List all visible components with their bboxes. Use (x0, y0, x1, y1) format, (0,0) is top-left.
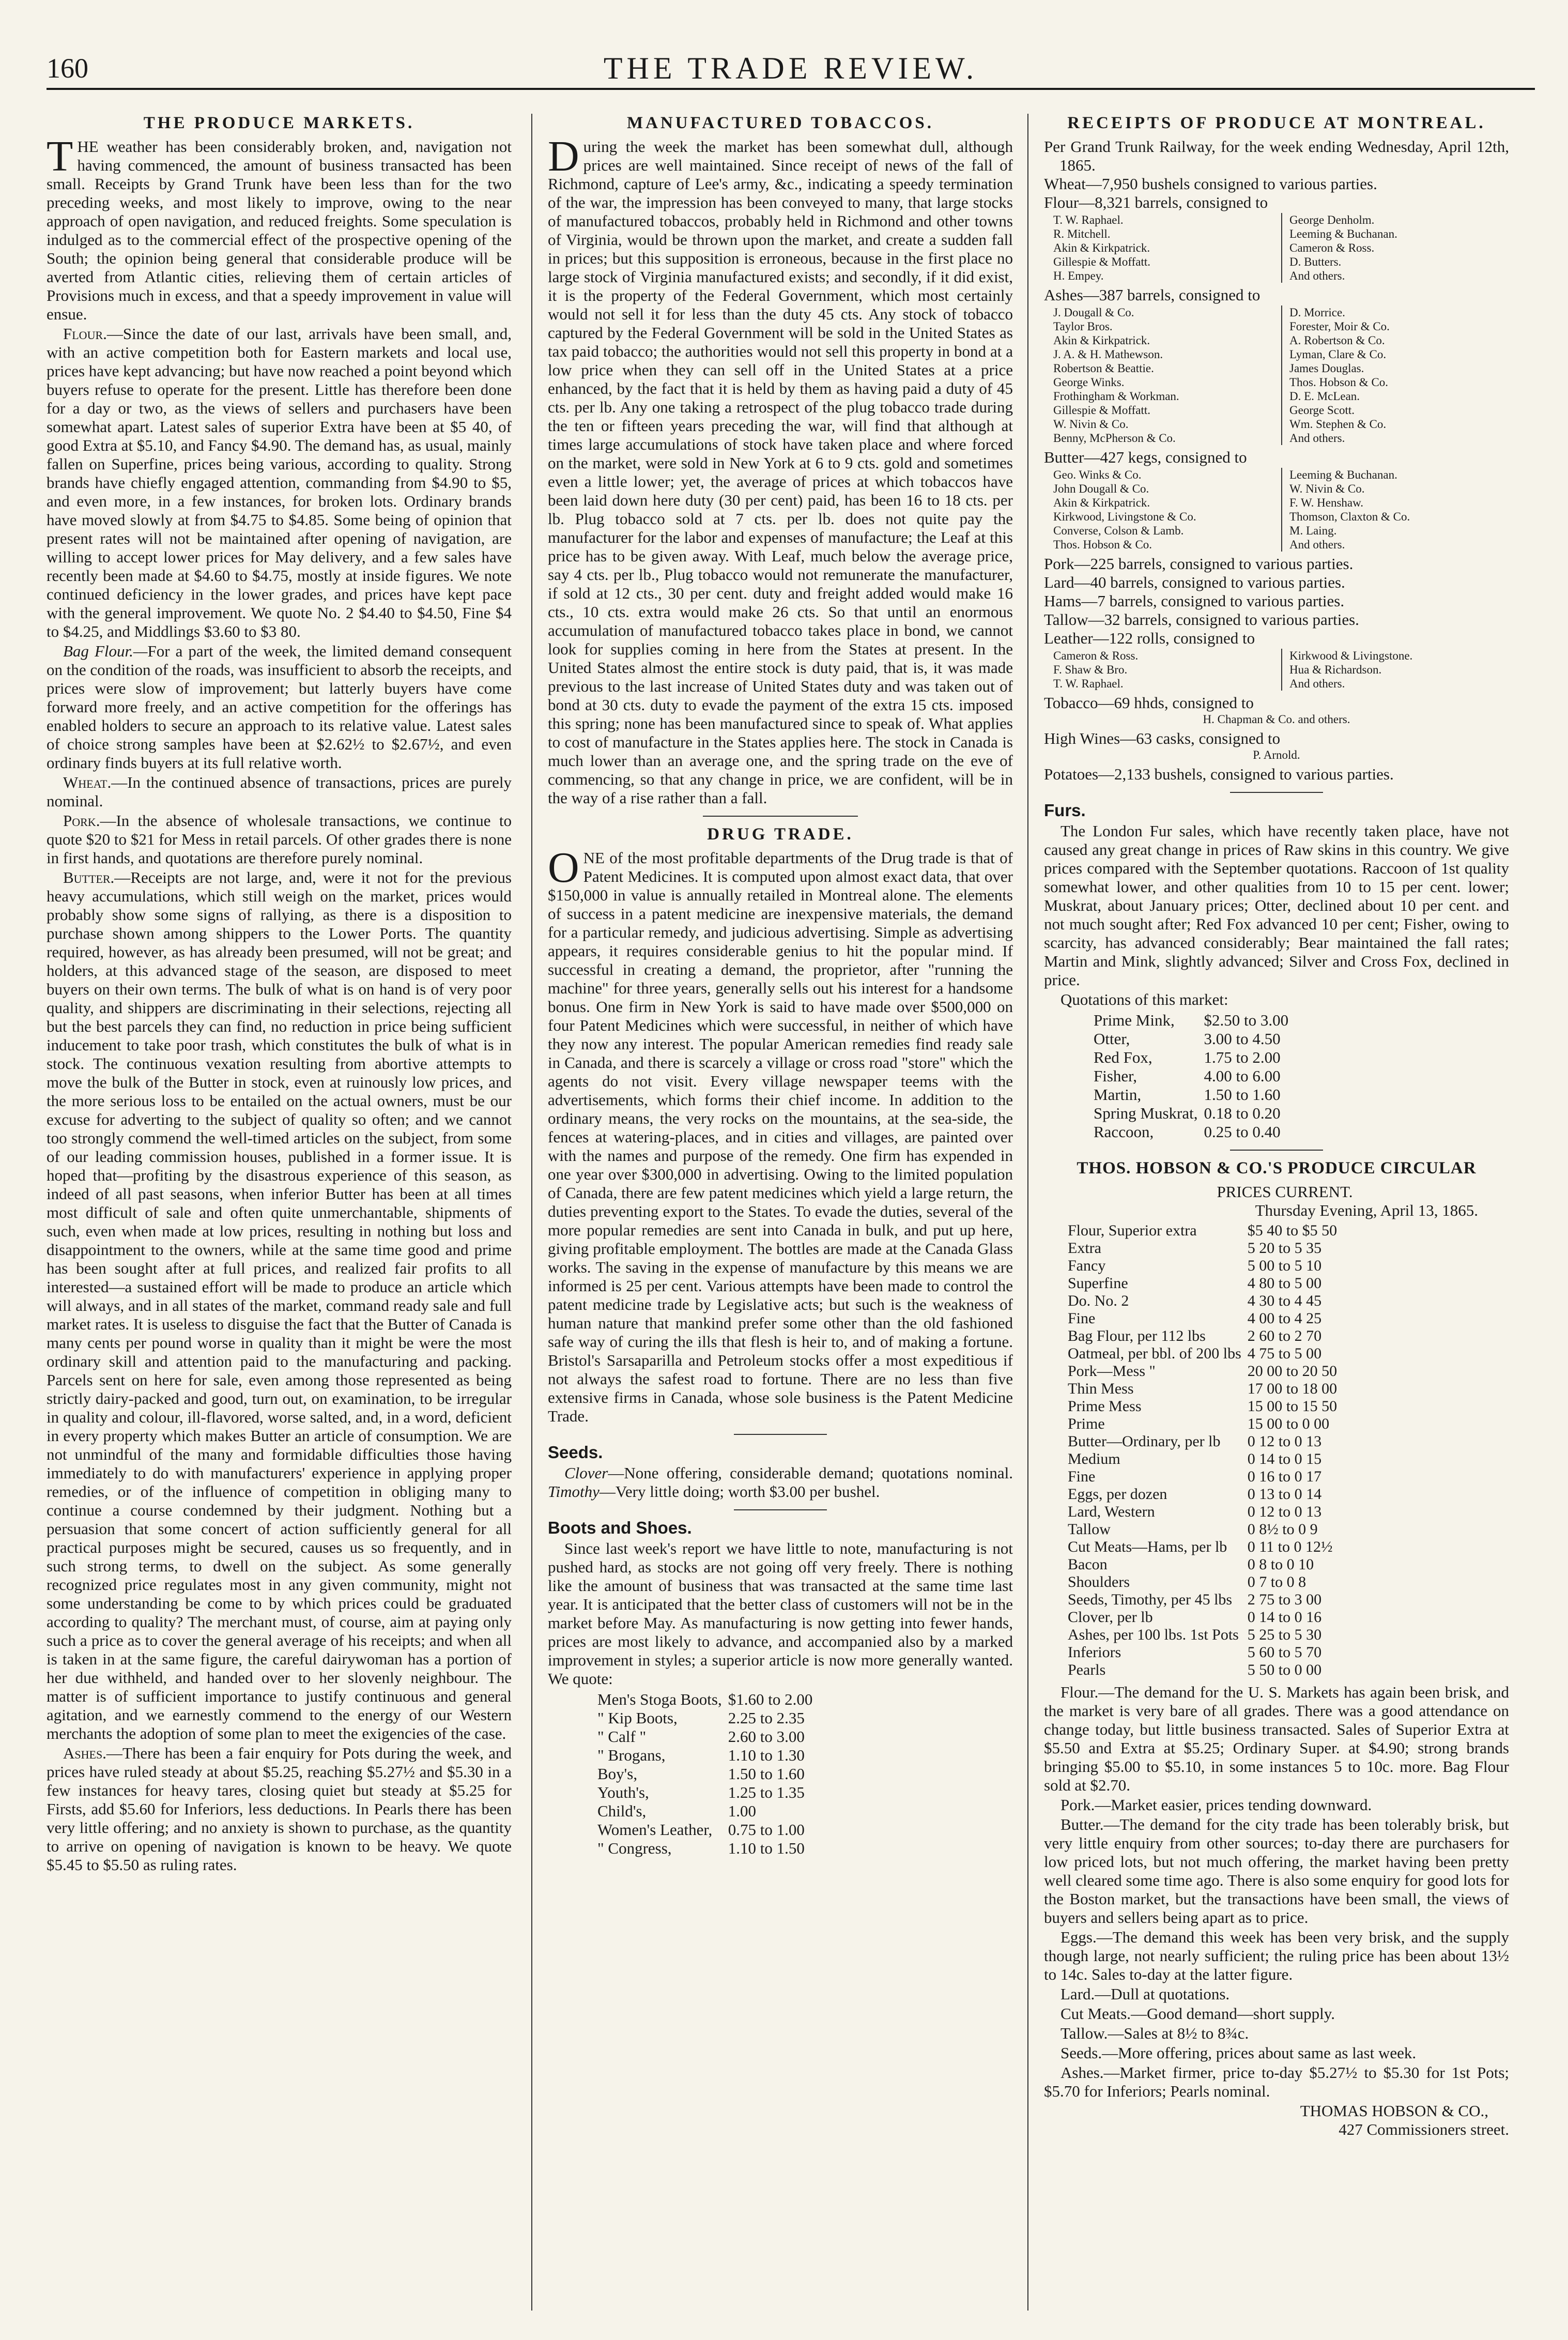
ashes-consignees (1053, 305, 1509, 445)
price-row (594, 1839, 816, 1858)
price-value: 1.10 to 1.30 (728, 1746, 805, 1764)
price-value: 1.50 to 1.60 (728, 1765, 805, 1783)
ashes-paragraph: Ashes.—There has been a fair enquiry for Pots during the week, and prices have ruled steady at about $5.25, reaching $5.27½ and $5.30 in a few instances for heavy tares, closing quiet but steady at $5.25 for Firsts, add $5.60 for Inferiors, less deductions. In Pearls there has been very little offering; and no anxiety is shown to purchase, as the quantity to arrive on opening of navigation is known to be heavy. We quote $5.45 to $5.50 as ruling rates. (47, 1744, 512, 1874)
drop-cap: D (548, 132, 579, 180)
consignee-name: Wm. Stephen & Co. (1281, 417, 1509, 431)
price-value: 5 60 to 5 70 (1247, 1644, 1322, 1661)
price-value: 2.60 to 3.00 (728, 1727, 805, 1746)
consignee-name: Taylor Bros. (1053, 320, 1113, 333)
price-value: 0 7 to 0 8 (1247, 1573, 1306, 1590)
consignee-name: Thos. Hobson & Co. (1281, 375, 1509, 389)
price-value: 1.10 to 1.50 (728, 1839, 805, 1857)
boots-paragraph: Since last week's report we have little to note, manufacturing is not pushed hard, as stocks are not going off very freely. There is nothing like the amount of business that was transacted at the same time last year. It is anticipated that the better class of customers will not be in the market before May. As manufacturing is now getting into fewer hands, prices are most likely to advance, and accompanied also by a marked improvement in styles; a superior article is now more generally wanted. We quote: (548, 1539, 1013, 1688)
price-item: Tallow (1068, 1521, 1111, 1538)
furs-quotations-label: Quotations of this market: (1060, 990, 1228, 1008)
market-note: Cut Meats.—Good demand—short supply. (1060, 2005, 1335, 2023)
price-value: 0 16 to 0 17 (1247, 1468, 1322, 1485)
masthead-title: THE TRADE REVIEW. (603, 51, 978, 85)
price-value: 5 20 to 5 35 (1247, 1240, 1322, 1257)
price-item: Martin, (1094, 1085, 1142, 1104)
section-divider (734, 1434, 827, 1435)
price-value: 1.25 to 1.35 (728, 1783, 805, 1801)
price-row (1065, 1257, 1340, 1275)
price-item: Fisher, (1094, 1067, 1137, 1085)
wheat-paragraph: Wheat.—In the continued absence of transactions, prices are purely nominal. (47, 773, 512, 810)
price-item: Seeds, Timothy, per 45 lbs (1068, 1591, 1233, 1608)
prices-current-title: PRICES CURRENT. (1217, 1183, 1353, 1201)
consignee-name: Gillespie & Moffatt. (1053, 255, 1151, 268)
price-item: Bacon (1068, 1556, 1108, 1573)
flour-paragraph: Flour.—Since the date of our last, arrivals have been small, and, with an active competition both for Eastern markets and local use, prices have kept advancing; but have now reached a point beyond which buyers refuse to operate for the present. Little has therefore been done for a day or two, as the views of sellers and purchasers have been somewhat apart. Latest sales of superior Extra have been at $5 40, of good Extra at $5.10, and Fancy $4.90. The demand has, as usual, mainly fallen on Superfine, prices being various, according to quality. Strong brands have chiefly engaged attention, commanding from $4.90 to $5, and even more, in a few instances, for broken lots. Ordinary brands have moved slowly at from $4.75 to $4.85. Some being of opinion that present rates will not be maintained after opening of navigation, are willing to accept lower prices for May delivery, and a few sales have recently been made at $4.60 to $4.75, mostly at inside figures. We note continued deficiency in the lower grades, and prices have kept pace with the general improvement. We quote No. 2 $4.40 to $4.50, Fine $4 to $4.25, and Middlings $3.60 to $3 80. (47, 325, 512, 640)
price-row (1065, 1486, 1340, 1503)
price-item: " Congress, (597, 1839, 672, 1857)
price-row (1065, 1661, 1340, 1679)
price-item: " Calf " (597, 1727, 647, 1746)
price-row (1090, 1104, 1292, 1123)
furs-title: Furs. (1044, 801, 1086, 820)
produce-markets-title: THE PRODUCE MARKETS. (143, 114, 415, 132)
price-item: Eggs, per dozen (1068, 1486, 1167, 1503)
price-value: 4 75 to 5 00 (1247, 1345, 1322, 1362)
page-header (47, 52, 1535, 90)
receipt-potatoes: Potatoes—2,133 bushels, consigned to various parties. (1044, 765, 1394, 783)
price-row (594, 1783, 816, 1802)
flour-consignees (1053, 213, 1509, 283)
price-value: 1.00 (728, 1802, 756, 1820)
bag-flour-paragraph: Bag Flour.—For a part of the week, the limited demand consequent on the condition of the roads, was insufficient to absorb the receipts, and prices were slow of improvement; but latterly buyers have come forward more freely, and an active competition for the offerings has enabled holders to secure an approach to its relative value. Latest sales of choice strong samples have been at $2.62½ to $2.67½, and even ordinary finds buyers at its full relative worth. (47, 642, 512, 772)
consignee-name: W. Nivin & Co. (1053, 418, 1129, 431)
consignee-name: M. Laing. (1281, 524, 1509, 538)
price-value: 4 80 to 5 00 (1247, 1275, 1322, 1292)
price-row (1065, 1609, 1340, 1626)
price-value: $1.60 to 2.00 (728, 1690, 813, 1708)
price-row (594, 1802, 816, 1821)
price-item: Men's Stoga Boots, (597, 1690, 722, 1708)
price-item: Child's, (597, 1802, 647, 1820)
consignee-name: Thomson, Claxton & Co. (1281, 510, 1509, 524)
consignee-name: Akin & Kirkpatrick. (1053, 241, 1150, 254)
price-value: 5 50 to 0 00 (1247, 1661, 1322, 1678)
price-row (1090, 1030, 1292, 1048)
price-row (1065, 1240, 1340, 1257)
price-item: Oatmeal, per bbl. of 200 lbs (1068, 1345, 1241, 1362)
price-value: 17 00 to 18 00 (1247, 1380, 1338, 1397)
column-3 (1044, 114, 1509, 2311)
receipt-tallow: Tallow—32 barrels, consigned to various parties. (1044, 610, 1359, 629)
section-divider (1230, 792, 1323, 793)
price-row (1065, 1556, 1340, 1573)
receipts-intro: Per Grand Trunk Railway, for the week ending Wednesday, April 12th, 1865. (1044, 137, 1509, 174)
tobacco-title: MANUFACTURED TOBACCOS. (626, 114, 934, 132)
consignee-name: Cameron & Ross. (1281, 241, 1509, 255)
section-divider (734, 1509, 827, 1510)
consignee-name: Benny, McPherson & Co. (1053, 432, 1176, 445)
price-row (1065, 1521, 1340, 1538)
price-value: 1.50 to 1.60 (1204, 1085, 1281, 1104)
consignee-name: George Denholm. (1281, 213, 1509, 227)
price-row (594, 1727, 816, 1746)
receipt-hams: Hams—7 barrels, consigned to various parties. (1044, 592, 1345, 610)
consignee-name: Kirkwood, Livingstone & Co. (1053, 510, 1196, 523)
price-item: Shoulders (1068, 1573, 1130, 1590)
price-row (1065, 1310, 1340, 1327)
price-row (1065, 1433, 1340, 1450)
consignee-name: T. W. Raphael. (1053, 677, 1124, 690)
page-number: 160 (47, 53, 88, 84)
price-item: Otter, (1094, 1030, 1130, 1048)
price-item: Butter—Ordinary, per lb (1068, 1433, 1221, 1450)
receipt-flour: Flour—8,321 barrels, consigned to (1044, 193, 1268, 211)
circular-date: Thursday Evening, April 13, 1865. (1255, 1201, 1478, 1219)
price-value: 0 12 to 0 13 (1247, 1503, 1322, 1520)
receipt-tobacco: Tobacco—69 hhds, consigned to (1044, 694, 1254, 712)
consignee-name: A. Robertson & Co. (1281, 333, 1509, 347)
market-note: Tallow.—Sales at 8½ to 8¾c. (1060, 2024, 1249, 2042)
price-row (1065, 1591, 1340, 1609)
price-value: 5 00 to 5 10 (1247, 1257, 1322, 1274)
hobson-market-notes (1044, 1683, 1509, 2101)
consignee-name: John Dougall & Co. (1053, 482, 1149, 495)
price-item: Clover, per lb (1068, 1609, 1153, 1626)
price-row (1090, 1085, 1292, 1104)
consignee-name: Frothingham & Workman. (1053, 390, 1179, 403)
consignee-name: Cameron & Ross. (1053, 649, 1139, 662)
price-item: Bag Flour, per 112 lbs (1068, 1327, 1206, 1344)
seeds-paragraph: Clover—None offering, considerable demand; quotations nominal. Timothy—Very little doing; worth $3.00 per bushel. (548, 1464, 1013, 1501)
consignee-name: Kirkwood & Livingstone. (1281, 649, 1509, 663)
price-row (1065, 1450, 1340, 1468)
price-row (1065, 1626, 1340, 1644)
receipt-leather: Leather—122 rolls, consigned to (1044, 629, 1255, 647)
price-item: Prime Mess (1068, 1398, 1142, 1415)
consignee-name: And others. (1281, 269, 1509, 283)
price-value: 0.25 to 0.40 (1204, 1123, 1281, 1141)
consignee-name: R. Mitchell. (1053, 227, 1111, 240)
market-note: Butter.—The demand for the city trade has been tolerably brisk, but very little enquiry from other sources; to-day there are purchasers for low priced lots, but not much offering, the market having been pretty well cleared some time ago. There is also some enquiry for good lots for the Boston market, but the transactions have been small, the views of buyers and sellers being apart as to price. (1044, 1815, 1509, 1926)
price-item: Fancy (1068, 1257, 1106, 1274)
consignee-name: D. Morrice. (1281, 305, 1509, 319)
price-item: Flour, Superior extra (1068, 1222, 1197, 1239)
price-row (1065, 1415, 1340, 1433)
price-row (1065, 1327, 1340, 1345)
price-item: Spring Muskrat, (1094, 1104, 1198, 1122)
price-item: Prime Mink, (1094, 1011, 1175, 1029)
consignee-name: T. W. Raphael. (1053, 213, 1124, 226)
seeds-title: Seeds. (548, 1443, 603, 1462)
price-row (1065, 1275, 1340, 1292)
price-item: Superfine (1068, 1275, 1128, 1292)
market-note: Seeds.—More offering, prices about same as last week. (1060, 2044, 1417, 2062)
market-note: Ashes.—Market firmer, price to-day $5.27½ to $5.30 for 1st Pots; $5.70 for Inferiors; Pearls nominal. (1044, 2063, 1509, 2100)
consignee-name: And others. (1281, 677, 1509, 691)
price-item: Medium (1068, 1450, 1120, 1467)
price-row (594, 1821, 816, 1839)
consignee-name: George Scott. (1281, 403, 1509, 417)
pork-paragraph: Pork.—In the absence of wholesale transactions, we continue to quote $20 to $21 for Mess in retail parcels. Of other grades there is none in first hands, and quotations are therefore purely nominal. (47, 812, 512, 867)
consignee-name: D. Butters. (1281, 255, 1509, 269)
price-row (1065, 1345, 1340, 1363)
price-value: 2 60 to 2 70 (1247, 1327, 1322, 1344)
furs-paragraph: The London Fur sales, which have recently taken place, have not caused any great change in prices of Raw skins in this country. We give prices compared with the September quotations. Raccoon of 1st quality somewhat lower, and other qualities from 10 to 15 per cent. lower; Muskrat, about January prices; Otter, declined about 10 per cent. and not much sought after; Red Fox advanced 10 per cent; Fisher, owing to scarcity, has advanced considerably; Bear maintained the fall rates; Martin and Mink, slightly advanced; Silver and Cross Fox, declined in price. (1044, 822, 1509, 989)
price-item: Cut Meats—Hams, per lb (1068, 1538, 1227, 1555)
price-value: 0 14 to 0 15 (1247, 1450, 1322, 1467)
price-value: 0 12 to 0 13 (1247, 1433, 1322, 1450)
price-row (1065, 1380, 1340, 1398)
receipts-title: RECEIPTS OF PRODUCE AT MONTREAL. (1067, 114, 1486, 132)
price-value: 0 14 to 0 16 (1247, 1609, 1322, 1626)
price-item: Women's Leather, (597, 1821, 713, 1839)
price-row (1065, 1644, 1340, 1661)
receipt-wheat: Wheat—7,950 bushels consigned to various parties. (1044, 175, 1377, 193)
drop-cap: T (47, 132, 73, 180)
column-1 (47, 114, 512, 2311)
price-value: 4 30 to 4 45 (1247, 1292, 1322, 1309)
hobson-price-table (1065, 1222, 1340, 1679)
price-item: Ashes, per 100 lbs. 1st Pots (1068, 1626, 1239, 1643)
consignee-name: And others. (1281, 538, 1509, 552)
drug-trade-title: DRUG TRADE. (707, 825, 854, 844)
drug-paragraph: ONE of the most profitable departments of the Drug trade is that of Patent Medicines. It is computed upon almost exact data, that over $150,000 in value is annually retailed in Montreal alone. The elements of success in a patent medicine are inexpensive materials, the demand for a particular remedy, and judicious advertising. Simple as advertising appears, it requires considerable genius to hit the popular mind. If successful in creating a demand, the proprietor, after "running the machine" for three years, generally sells out his interest for a handsome bonus. One firm in New York is said to have made over $500,000 on four Patent Medicines which were successful, in neither of which have they now any interest. The popular American remedies find ready sale in Canada, and there is scarcely a village or cross road "store" which the agents do not visit. Every village newspaper teems with the advertisements, which forms their chief income. In addition to the ordinary means, the very rocks on the mountains, at the sea-side, the fences at watering-places, and in cities and villages, are painted over with the names and purpose of the remedy. One firm has expended in one year over $300,000 in advertising. Owing to the limited population of Canada, there are few patent medicines which yield a large return, the duties preventing export to the States. To evade the duties, several of the more popular remedies are sent into Canada in bulk, and put up here, giving profitable employment. The bottles are made at the Canada Glass works. The saving in the expense of manufacture by this means we are informed is 25 per cent. Various attempts have been made to control the patent medicine trade by Legislative acts; but such is the weakness of human nature that mankind prefer some other than the old fashioned safe way of curing the ills that flesh is heir to, and of making a fortune. Bristol's Sarsaparilla and Petroleum stocks offer a most expeditious if not always the safest road to fortune. There are no less than five extensive firms in Canada, whose sole business is the Patent Medicine Trade. (548, 844, 1013, 1425)
price-row (594, 1765, 816, 1783)
column-rule (531, 114, 532, 2311)
consignee-name: Hua & Richardson. (1281, 663, 1509, 677)
consignee-name: Leeming & Buchanan. (1281, 468, 1509, 482)
price-value: 0.18 to 0.20 (1204, 1104, 1281, 1122)
boots-price-table (594, 1690, 816, 1858)
butter-consignees (1053, 468, 1509, 552)
price-row (1065, 1222, 1340, 1240)
consignee-name: Akin & Kirkpatrick. (1053, 496, 1150, 509)
price-row (1090, 1048, 1292, 1067)
price-value: 3.00 to 4.50 (1204, 1030, 1281, 1048)
price-row (1090, 1011, 1292, 1030)
price-value: $2.50 to 3.00 (1204, 1011, 1289, 1029)
boots-title: Boots and Shoes. (548, 1518, 692, 1537)
consignee-name: F. Shaw & Bro. (1053, 663, 1128, 676)
produce-intro: THE weather has been considerably broken, and, navigation not having commenced, the amount of business transacted has been small. Receipts by Grand Trunk have been less than for the two preceding weeks, and most likely to improve, owing to the near approach of open navigation, and reduced freights. Some speculation is indulged as to the commercial effect of the prospective opening of the South; the opinion being general that considerable produce will be averted from Atlantic cities, relieving them of certain articles of Provisions much in excess, and that a speedy improvement in value will ensue. (47, 132, 512, 323)
consignee-name: And others. (1281, 431, 1509, 445)
drop-cap: O (548, 844, 579, 892)
price-item: Thin Mess (1068, 1380, 1134, 1397)
price-row (594, 1709, 816, 1727)
consignee-name: James Douglas. (1281, 361, 1509, 375)
price-value: 0 13 to 0 14 (1247, 1486, 1322, 1503)
price-row (1065, 1468, 1340, 1486)
price-item: Fine (1068, 1468, 1096, 1485)
leather-consignees (1053, 649, 1509, 691)
price-value: $5 40 to $5 50 (1247, 1222, 1338, 1239)
market-note: Pork.—Market easier, prices tending downward. (1060, 1796, 1372, 1814)
price-row (1090, 1067, 1292, 1085)
price-row (1065, 1538, 1340, 1556)
consignee-name: F. W. Henshaw. (1281, 496, 1509, 510)
consignee-name: Leeming & Buchanan. (1281, 227, 1509, 241)
price-row (1065, 1573, 1340, 1591)
section-divider (1230, 1150, 1323, 1151)
consignee-name: W. Nivin & Co. (1281, 482, 1509, 496)
price-row (594, 1746, 816, 1765)
price-item: Boy's, (597, 1765, 638, 1783)
price-item: Red Fox, (1094, 1048, 1152, 1066)
consignee-name: Thos. Hobson & Co. (1053, 538, 1152, 551)
price-value: 4 00 to 4 25 (1247, 1310, 1322, 1327)
price-value: 15 00 to 0 00 (1247, 1415, 1330, 1432)
price-item: Youth's, (597, 1783, 649, 1801)
high-wines-consignees: P. Arnold. (1253, 748, 1300, 761)
price-value: 20 00 to 20 50 (1247, 1363, 1338, 1380)
price-item: Fine (1068, 1310, 1096, 1327)
price-value: 4.00 to 6.00 (1204, 1067, 1281, 1085)
price-value: 2 75 to 3 00 (1247, 1591, 1322, 1608)
consignee-name: Converse, Colson & Lamb. (1053, 524, 1184, 537)
price-item: Prime (1068, 1415, 1105, 1432)
price-item: " Brogans, (597, 1746, 666, 1764)
price-row (1065, 1503, 1340, 1521)
consignee-name: Lyman, Clare & Co. (1281, 347, 1509, 361)
circular-address: 427 Commissioners street. (1339, 2120, 1509, 2138)
price-item: Pearls (1068, 1661, 1106, 1678)
consignee-name: Geo. Winks & Co. (1053, 468, 1142, 481)
butter-paragraph: Butter.—Receipts are not large, and, were it not for the previous heavy accumulations, which still weigh on the market, prices would probably show some signs of rallying, as there is a disposition to purchase shown among shippers to the Lower Ports. The quantity required, however, as has already been presumed, will not be great; and holders, at this advanced stage of the season, are disposed to meet buyers on their own terms. The bulk of what is on hand is of very poor quality, and shippers are discriminating in their selections, rejecting all but the best parcels they can find, no reduction in price being sufficient inducement to take poor trash, which constitutes the bulk of what is in stock. The continuous vexation resulting from abortive attempts to move the bulk of the Butter in stock, even at ruinously low prices, and the more serious loss to be entailed on the actual owners, must be our excuse for adverting to the subject of quality so often; and we cannot too strongly commend the well-timed articles on the subject, from some of our leading commission houses, published in a former issue. It is hoped that—profiting by the disastrous experience of this season, as indeed of all past seasons, when inferior Butter has been at all times most difficult of sale and often quite unmerchantable, shipments of such, even when made at low prices, resulting in nothing but loss and disappointment to the owners, while at the same time good and prime has been sought after at full prices, and realized fair profits to all interested—a sustained effort will be made to produce an article which will always, and in all states of the market, command ready sale and full market rates. It is useless to disguise the fact that the Butter of Canada is many cents per pound worse in quality than it might be were the most ordinary skill and attention paid to the manufacturing and packing. Parcels sent on here for sale, even among those represented as being strictly dairy-packed and good, turn out, on examination, to be irregular in quality and colour, ill-flavored, worse salted, and, in a word, deficient in every property which makes Butter an article of consumption. We are not unmindful of the many and formidable difficulties those having immediately to do with manufacturers' experience in applying proper remedies, or of the influence of competition in obliging many to continue a course condemned by their judgment. Nothing but a persuasion that some concert of action sufficiently general for all practical purposes might be secured, causes us so frequently, and in such strong terms, to dwell on the subject. As some generally recognized price regulates most in any given community, might not some understanding be come to by which prices could be graduated according to quality? The merchant must, of course, aim at paying only such a price as to cover the general average of his receipts; and when all is taken in at the same figure, the careful dairywoman has a portion of her due withheld, and handed over to her slovenly neighbour. The matter is of sufficient importance to justify continuous and general agitation, and we earnestly commend to the energy of our Western merchants the adoption of some plan to meet the exigencies of the case. (47, 868, 512, 1742)
price-row (594, 1690, 816, 1709)
consignee-name: J. Dougall & Co. (1053, 306, 1134, 319)
receipt-butter: Butter—427 kegs, consigned to (1044, 448, 1247, 466)
column-2 (548, 114, 1013, 2311)
price-row (1090, 1123, 1292, 1141)
price-value: 0 8 to 0 10 (1247, 1556, 1314, 1573)
price-value: 15 00 to 15 50 (1247, 1398, 1338, 1415)
consignee-name: Forester, Moir & Co. (1281, 319, 1509, 333)
price-item: Raccoon, (1094, 1123, 1154, 1141)
circular-signature: THOMAS HOBSON & CO., (1300, 2102, 1488, 2120)
section-divider (703, 816, 858, 817)
receipt-high-wines: High Wines—63 casks, consigned to (1044, 729, 1281, 747)
market-note: Flour.—The demand for the U. S. Markets has again been brisk, and the market is very bare of all grades. There was a good attendance on change today, but little business transacted. Sales of Superior Extra at $5.50 and Extra at $5.25; Ordinary Super. at $4.90; strong brands bringing $5.00 to $5.10, in some instances 5 to 10c. more. Bag Flour sold at $2.70. (1044, 1683, 1509, 1794)
price-value: 0 11 to 0 12½ (1247, 1538, 1333, 1555)
tobacco-consignees: H. Chapman & Co. and others. (1203, 713, 1350, 726)
price-row (1065, 1292, 1340, 1310)
price-item: Do. No. 2 (1068, 1292, 1129, 1309)
price-row (1065, 1398, 1340, 1415)
price-value: 0 8½ to 0 9 (1247, 1521, 1318, 1538)
tobacco-paragraph: During the week the market has been somewhat dull, although prices are well maintained. Since receipt of news of the fall of Richmond, capture of Lee's army, &c., indicating a speedy termination of the war, the impression has been conveyed to many, that large stocks of manufactured tobaccos, probably held in Richmond and other towns of Virginia, would be thrown upon the market, and create a sudden fall in prices; but this supposition is erroneous, because in the first place no large stock of Virginia manufactured exists; and secondly, if it did exist, it is the property of the Federal Government, which most certainly would not sell it for less than the duty 45 cts. Any stock of tobacco captured by the Federal Government will be sold in the United States as tax paid tobacco; the authorities would not sell this property in bond at a low price when they can sell off in the United States at a price enhanced, by the fact that it is held by them as having paid a duty of 45 cts. per lb. Any one taking a retrospect of the plug tobacco trade during the ten or fifteen years preceding the war, will find that although at times large accumulations of stock have taken place and where forced on the market, were sold in New York at 6 to 9 cts. gold and sometimes even a little lower; yet, the average of prices at which tobaccos have been laid down here duty (30 per cent) paid, has been 16 to 18 cts. per lb. Plug tobacco sold at 7 cts. per lb. does not quite pay the manufacturer for the labor and expenses of manufacture; the Leaf at this price has to be given away. With Leaf, much below the average price, say 4 cts. per lb., Plug tobacco would not remunerate the manufacturer, if sold at 12 cts., 30 per cent. duty and freight added would make 16 cts., 10 cts. extra would make 26 cts. So that until an enormous accumulation of manufactured tobacco takes place in bond, we cannot look for supplies coming in here from the States at present. In the United States almost the entire stock is duty paid, that is, it was made previous to the last increase of United States duty and was taken out of bond at 30 cts. duty to evade the payment of the extra 15 cts. imposed this spring; none has been manufactured since to speak of. What applies to cost of manufacture in the States applies here. The stock in Canada is much lower than an average one, and the spring trade on the eve of commencing, so that any change in price, we are confident, will be in the way of a rise rather than a fall. (548, 132, 1013, 807)
column-rule (1027, 114, 1028, 2311)
price-item: " Kip Boots, (597, 1709, 678, 1727)
consignee-name: J. A. & H. Mathewson. (1053, 348, 1163, 361)
price-value: 5 25 to 5 30 (1247, 1626, 1322, 1643)
consignee-name: George Winks. (1053, 376, 1125, 389)
consignee-name: Gillespie & Moffatt. (1053, 404, 1151, 417)
receipt-lard: Lard—40 barrels, consigned to various parties. (1044, 573, 1345, 591)
consignee-name: H. Empey. (1053, 269, 1104, 282)
market-note: Eggs.—The demand this week has been very brisk, and the supply though large, not nearly sufficient; the ruling price has been about 13½ to 14c. Sales to-day at the latter figure. (1044, 1928, 1509, 1983)
receipt-ashes: Ashes—387 barrels, consigned to (1044, 286, 1260, 304)
consignee-name: Akin & Kirkpatrick. (1053, 334, 1150, 347)
price-item: Inferiors (1068, 1644, 1121, 1661)
price-item: Lard, Western (1068, 1503, 1155, 1520)
price-value: 2.25 to 2.35 (728, 1709, 805, 1727)
price-item: Extra (1068, 1240, 1101, 1257)
price-value: 1.75 to 2.00 (1204, 1048, 1281, 1066)
consignee-name: Robertson & Beattie. (1053, 362, 1154, 375)
price-row (1065, 1363, 1340, 1380)
receipt-pork: Pork—225 barrels, consigned to various parties. (1044, 555, 1354, 573)
consignee-name: D. E. McLean. (1281, 389, 1509, 403)
furs-price-table (1090, 1011, 1292, 1141)
price-item: Pork—Mess " (1068, 1363, 1156, 1380)
hobson-circular-title: THOS. HOBSON & CO.'S PRODUCE CIRCULAR (1077, 1159, 1477, 1177)
price-value: 0.75 to 1.00 (728, 1821, 805, 1839)
market-note: Lard.—Dull at quotations. (1060, 1985, 1230, 2003)
